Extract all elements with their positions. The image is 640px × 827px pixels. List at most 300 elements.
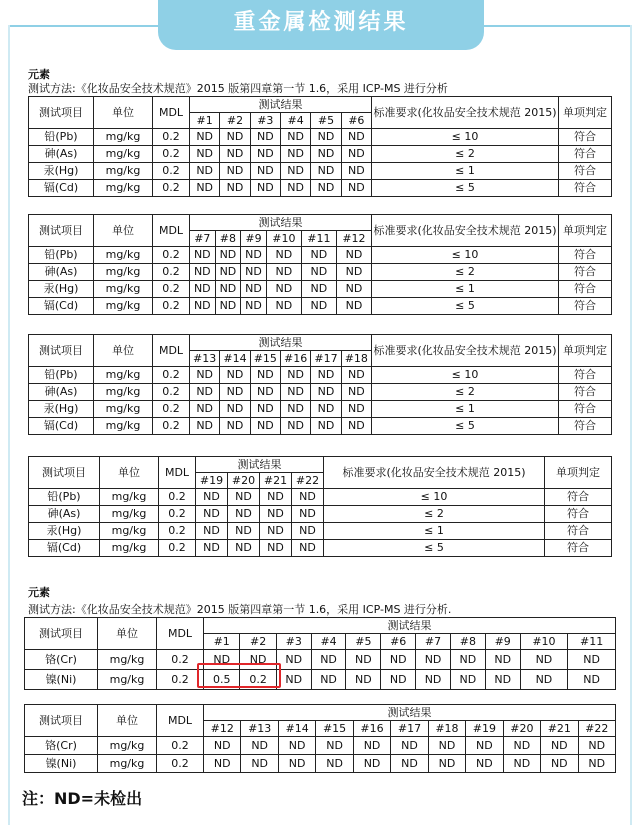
header-item: 测试项目 [25, 705, 98, 737]
cell-result: ND [416, 670, 451, 690]
metals-table-3 [28, 334, 612, 435]
header-unit: 单位 [100, 457, 159, 489]
cell-unit: mg/kg [94, 180, 153, 197]
cell-result: ND [266, 298, 301, 315]
cell-item: 砷(As) [29, 384, 94, 401]
cell-result: ND [311, 384, 341, 401]
cell-result: ND [503, 755, 540, 773]
header-item: 测试项目 [29, 335, 94, 367]
cell-item: 镍(Ni) [25, 755, 98, 773]
cell-result: ND [301, 298, 336, 315]
sample-header: #11 [301, 231, 336, 247]
cell-standard: ≤ 10 [372, 247, 559, 264]
cell-mdl: 0.2 [157, 737, 204, 755]
header-mdl: MDL [153, 335, 190, 367]
cell-result: ND [196, 489, 228, 506]
cell-result: ND [190, 163, 220, 180]
cell-result: ND [215, 281, 241, 298]
cell-result: ND [311, 670, 346, 690]
cell-verdict: 符合 [559, 163, 612, 180]
cell-item: 铬(Cr) [25, 650, 98, 670]
sample-header: #7 [190, 231, 216, 247]
cell-mdl: 0.2 [153, 298, 190, 315]
header-standard: 标准要求(化妆品安全技术规范 2015) [324, 457, 545, 489]
cell-mdl: 0.2 [159, 540, 196, 557]
cell-result: ND [280, 418, 310, 435]
cell-result: ND [428, 737, 465, 755]
cell-result: ND [190, 247, 216, 264]
cell-standard: ≤ 5 [372, 418, 559, 435]
sample-header: #6 [341, 113, 371, 129]
cell-result: ND [266, 264, 301, 281]
cell-result: ND [220, 146, 250, 163]
cell-result: ND [260, 506, 292, 523]
sample-header: #10 [266, 231, 301, 247]
cell-result: ND [292, 523, 324, 540]
cell-result: ND [220, 384, 250, 401]
cell-result: ND [341, 180, 371, 197]
cell-verdict: 符合 [559, 180, 612, 197]
cell-result: ND [311, 146, 341, 163]
cell-item: 汞(Hg) [29, 163, 94, 180]
cell-result: ND [341, 401, 371, 418]
cell-item: 镉(Cd) [29, 180, 94, 197]
section2-title: 元素 [28, 586, 50, 599]
cell-item: 镉(Cd) [29, 418, 94, 435]
cell-mdl: 0.2 [157, 755, 204, 773]
cell-mdl: 0.2 [153, 401, 190, 418]
sample-header: #8 [450, 634, 485, 650]
cell-result: ND [341, 146, 371, 163]
cell-unit: mg/kg [94, 163, 153, 180]
cell-result: ND [220, 367, 250, 384]
cell-result: ND [260, 489, 292, 506]
cell-result: ND [220, 180, 250, 197]
cell-result: ND [391, 737, 428, 755]
cell-result: ND [266, 247, 301, 264]
cell-verdict: 符合 [559, 281, 612, 298]
cell-mdl: 0.2 [159, 506, 196, 523]
cell-result: ND [341, 163, 371, 180]
sample-header: #19 [466, 721, 503, 737]
cell-mdl: 0.2 [153, 281, 190, 298]
cell-item: 镉(Cd) [29, 298, 94, 315]
cell-result: ND [381, 650, 416, 670]
header-verdict: 单项判定 [559, 97, 612, 129]
cell-unit: mg/kg [98, 670, 157, 690]
cell-result: ND [250, 180, 280, 197]
header-mdl: MDL [157, 705, 204, 737]
cell-result: ND [190, 298, 216, 315]
table-row [29, 506, 612, 523]
cell-result: ND [215, 264, 241, 281]
cell-result: ND [416, 650, 451, 670]
cell-unit: mg/kg [94, 247, 153, 264]
table-body [29, 489, 612, 557]
cell-result: ND [346, 670, 381, 690]
cell-result: ND [466, 737, 503, 755]
cell-result: ND [190, 418, 220, 435]
highlight-box [197, 663, 281, 688]
cell-result: ND [336, 281, 371, 298]
cell-item: 砷(As) [29, 506, 100, 523]
cell-result: ND [215, 247, 241, 264]
cell-result: ND [485, 650, 520, 670]
header-unit: 单位 [94, 97, 153, 129]
cell-unit: mg/kg [94, 146, 153, 163]
cell-result: ND [541, 755, 578, 773]
cell-unit: mg/kg [94, 264, 153, 281]
cell-verdict: 符合 [545, 506, 612, 523]
sample-header: #11 [568, 634, 616, 650]
sample-header: #14 [220, 351, 250, 367]
cell-result: ND [485, 670, 520, 690]
cell-result: ND [311, 401, 341, 418]
cell-standard: ≤ 2 [372, 264, 559, 281]
table-row [29, 418, 612, 435]
table-body [29, 129, 612, 197]
cell-result: ND [241, 247, 267, 264]
cell-result: ND [311, 163, 341, 180]
cell-result: ND [220, 129, 250, 146]
cell-unit: mg/kg [100, 523, 159, 540]
cell-item: 砷(As) [29, 146, 94, 163]
cell-standard: ≤ 2 [372, 146, 559, 163]
cell-standard: ≤ 1 [372, 401, 559, 418]
table-row [25, 737, 616, 755]
cell-result: ND [316, 755, 353, 773]
sample-header: #2 [220, 113, 250, 129]
cell-standard: ≤ 5 [372, 180, 559, 197]
table-row [29, 367, 612, 384]
cell-result: 0.2 [240, 670, 276, 690]
cell-result: ND [276, 650, 311, 670]
cell-result: ND [578, 737, 615, 755]
table-row [29, 489, 612, 506]
table-row [29, 281, 612, 298]
cell-result: ND [228, 540, 260, 557]
cell-result: ND [341, 384, 371, 401]
table-row [29, 523, 612, 540]
sample-header: #4 [280, 113, 310, 129]
table-row [25, 755, 616, 773]
cell-standard: ≤ 5 [324, 540, 545, 557]
sample-header: #17 [311, 351, 341, 367]
table-body [25, 650, 616, 690]
cell-result: ND [346, 650, 381, 670]
cell-mdl: 0.2 [153, 146, 190, 163]
trace-metals-table-1 [24, 617, 616, 690]
cell-result: ND [311, 650, 346, 670]
cell-result: ND [220, 401, 250, 418]
cell-result: ND [260, 523, 292, 540]
cell-mdl: 0.2 [153, 384, 190, 401]
sample-header: #7 [416, 634, 451, 650]
cell-result: ND [241, 298, 267, 315]
cell-result: ND [466, 755, 503, 773]
cell-result: ND [336, 247, 371, 264]
header-standard: 标准要求(化妆品安全技术规范 2015) [372, 97, 559, 129]
cell-result: ND [341, 367, 371, 384]
cell-verdict: 符合 [559, 401, 612, 418]
cell-mdl: 0.2 [159, 489, 196, 506]
cell-result: ND [503, 737, 540, 755]
header-item: 测试项目 [29, 97, 94, 129]
sample-header: #2 [240, 634, 276, 650]
header-result: 测试结果 [204, 618, 616, 634]
cell-result: ND [228, 523, 260, 540]
sample-header: #17 [391, 721, 428, 737]
cell-verdict: 符合 [559, 367, 612, 384]
cell-mdl: 0.2 [153, 180, 190, 197]
cell-result: ND [204, 650, 240, 670]
section1-title: 元素 [28, 68, 50, 81]
cell-result: ND [196, 523, 228, 540]
cell-result: ND [280, 401, 310, 418]
cell-result: ND [301, 247, 336, 264]
cell-result: ND [276, 670, 311, 690]
header-verdict: 单项判定 [559, 215, 612, 247]
sample-header: #8 [215, 231, 241, 247]
cell-item: 汞(Hg) [29, 281, 94, 298]
cell-result: ND [241, 755, 278, 773]
cell-result: ND [280, 384, 310, 401]
cell-result: ND [250, 146, 280, 163]
table-row [29, 247, 612, 264]
header-verdict: 单项判定 [559, 335, 612, 367]
sample-header: #18 [341, 351, 371, 367]
sample-header: #21 [260, 473, 292, 489]
cell-result: ND [250, 163, 280, 180]
header-mdl: MDL [153, 215, 190, 247]
header-result: 测试结果 [190, 215, 372, 231]
cell-unit: mg/kg [98, 650, 157, 670]
footnote: 注：ND=未检出 [22, 789, 143, 808]
cell-verdict: 符合 [545, 540, 612, 557]
cell-result: ND [381, 670, 416, 690]
sample-header: #5 [311, 113, 341, 129]
metals-table-4 [28, 456, 612, 557]
cell-result: ND [280, 367, 310, 384]
cell-result: ND [190, 180, 220, 197]
cell-result: ND [578, 755, 615, 773]
cell-result: ND [520, 670, 568, 690]
sample-header: #15 [316, 721, 353, 737]
cell-result: ND [336, 264, 371, 281]
cell-item: 汞(Hg) [29, 401, 94, 418]
table-row [29, 298, 612, 315]
cell-result: ND [190, 281, 216, 298]
cell-unit: mg/kg [100, 506, 159, 523]
cell-verdict: 符合 [559, 264, 612, 281]
cell-unit: mg/kg [94, 367, 153, 384]
cell-result: ND [228, 489, 260, 506]
cell-unit: mg/kg [100, 540, 159, 557]
header-item: 测试项目 [25, 618, 98, 650]
table-row [29, 264, 612, 281]
cell-mdl: 0.2 [153, 247, 190, 264]
cell-item: 镍(Ni) [25, 670, 98, 690]
cell-result: ND [568, 670, 616, 690]
sample-header: #3 [250, 113, 280, 129]
frame-border-left [8, 25, 10, 825]
cell-result: ND [190, 401, 220, 418]
sample-header: #22 [292, 473, 324, 489]
sample-header: #20 [228, 473, 260, 489]
header-result: 测试结果 [190, 335, 372, 351]
cell-mdl: 0.2 [153, 367, 190, 384]
cell-item: 铬(Cr) [25, 737, 98, 755]
cell-result: ND [391, 755, 428, 773]
cell-result: ND [341, 129, 371, 146]
sample-header: #13 [190, 351, 220, 367]
cell-standard: ≤ 1 [372, 281, 559, 298]
sample-header: #1 [190, 113, 220, 129]
sample-header: #15 [250, 351, 280, 367]
cell-verdict: 符合 [545, 489, 612, 506]
table-row [25, 670, 616, 690]
cell-item: 镉(Cd) [29, 540, 100, 557]
cell-unit: mg/kg [94, 298, 153, 315]
cell-result: ND [250, 367, 280, 384]
sample-header: #20 [503, 721, 540, 737]
cell-standard: ≤ 10 [324, 489, 545, 506]
cell-result: ND [190, 384, 220, 401]
cell-result: ND [292, 506, 324, 523]
sample-header: #6 [381, 634, 416, 650]
cell-unit: mg/kg [94, 401, 153, 418]
sample-header: #18 [428, 721, 465, 737]
sample-header: #16 [353, 721, 390, 737]
sample-header: #5 [346, 634, 381, 650]
sample-header: #21 [541, 721, 578, 737]
cell-unit: mg/kg [98, 755, 157, 773]
sample-header: #9 [485, 634, 520, 650]
cell-result: ND [190, 129, 220, 146]
cell-result: ND [250, 384, 280, 401]
sample-header: #16 [280, 351, 310, 367]
table-row [29, 401, 612, 418]
page-header [0, 0, 640, 50]
cell-result: ND [190, 146, 220, 163]
cell-result: ND [266, 281, 301, 298]
page-title: 重金属检测结果 [233, 10, 409, 35]
cell-verdict: 符合 [559, 146, 612, 163]
cell-unit: mg/kg [94, 129, 153, 146]
sample-header: #4 [311, 634, 346, 650]
header-result: 测试结果 [196, 457, 324, 473]
cell-result: ND [196, 506, 228, 523]
header-result: 测试结果 [190, 97, 372, 113]
cell-result: ND [190, 264, 216, 281]
cell-standard: ≤ 10 [372, 367, 559, 384]
cell-standard: ≤ 2 [372, 384, 559, 401]
header-mdl: MDL [157, 618, 204, 650]
cell-result: ND [250, 418, 280, 435]
cell-standard: ≤ 5 [372, 298, 559, 315]
table-row [29, 180, 612, 197]
table-row [29, 129, 612, 146]
cell-result: ND [301, 281, 336, 298]
frame-border-right [630, 25, 632, 825]
cell-result: ND [568, 650, 616, 670]
header-mdl: MDL [159, 457, 196, 489]
sample-header: #22 [578, 721, 615, 737]
cell-item: 汞(Hg) [29, 523, 100, 540]
cell-result: ND [204, 755, 241, 773]
cell-result: 0.5 [204, 670, 240, 690]
section1-method: 测试方法:《化妆品安全技术规范》2015 版第四章第一节 1.6，采用 ICP-MS 进行分析 [28, 82, 448, 95]
table-row [29, 146, 612, 163]
section2-method: 测试方法:《化妆品安全技术规范》2015 版第四章第一节 1.6，采用 ICP-MS 进行分析. [28, 603, 452, 616]
cell-result: ND [260, 540, 292, 557]
cell-mdl: 0.2 [153, 264, 190, 281]
header-unit: 单位 [94, 335, 153, 367]
cell-standard: ≤ 1 [372, 163, 559, 180]
sample-header: #12 [204, 721, 241, 737]
cell-item: 铅(Pb) [29, 247, 94, 264]
cell-result: ND [250, 129, 280, 146]
cell-standard: ≤ 2 [324, 506, 545, 523]
cell-result: ND [228, 506, 260, 523]
cell-result: ND [541, 737, 578, 755]
cell-result: ND [241, 264, 267, 281]
cell-verdict: 符合 [559, 129, 612, 146]
cell-result: ND [240, 650, 276, 670]
cell-unit: mg/kg [94, 384, 153, 401]
table-row [25, 650, 616, 670]
cell-mdl: 0.2 [159, 523, 196, 540]
sample-header: #13 [241, 721, 278, 737]
cell-result: ND [316, 737, 353, 755]
cell-result: ND [450, 670, 485, 690]
cell-result: ND [215, 298, 241, 315]
cell-mdl: 0.2 [157, 670, 204, 690]
cell-unit: mg/kg [94, 418, 153, 435]
sample-header: #19 [196, 473, 228, 489]
cell-unit: mg/kg [94, 281, 153, 298]
sample-header: #10 [520, 634, 568, 650]
sample-header: #12 [336, 231, 371, 247]
cell-unit: mg/kg [98, 737, 157, 755]
cell-result: ND [220, 418, 250, 435]
table-row [29, 384, 612, 401]
cell-standard: ≤ 1 [324, 523, 545, 540]
cell-result: ND [311, 418, 341, 435]
cell-result: ND [311, 180, 341, 197]
cell-verdict: 符合 [545, 523, 612, 540]
cell-verdict: 符合 [559, 384, 612, 401]
cell-result: ND [196, 540, 228, 557]
sample-header: #14 [278, 721, 315, 737]
cell-mdl: 0.2 [157, 650, 204, 670]
cell-result: ND [292, 540, 324, 557]
cell-result: ND [250, 401, 280, 418]
header-item: 测试项目 [29, 215, 94, 247]
cell-result: ND [278, 755, 315, 773]
header-rule-left [8, 25, 160, 27]
header-unit: 单位 [94, 215, 153, 247]
header-standard: 标准要求(化妆品安全技术规范 2015) [372, 215, 559, 247]
cell-result: ND [353, 737, 390, 755]
cell-unit: mg/kg [100, 489, 159, 506]
cell-result: ND [190, 367, 220, 384]
cell-result: ND [280, 163, 310, 180]
table-row [29, 163, 612, 180]
metals-table-2 [28, 214, 612, 315]
cell-result: ND [301, 264, 336, 281]
cell-result: ND [241, 737, 278, 755]
